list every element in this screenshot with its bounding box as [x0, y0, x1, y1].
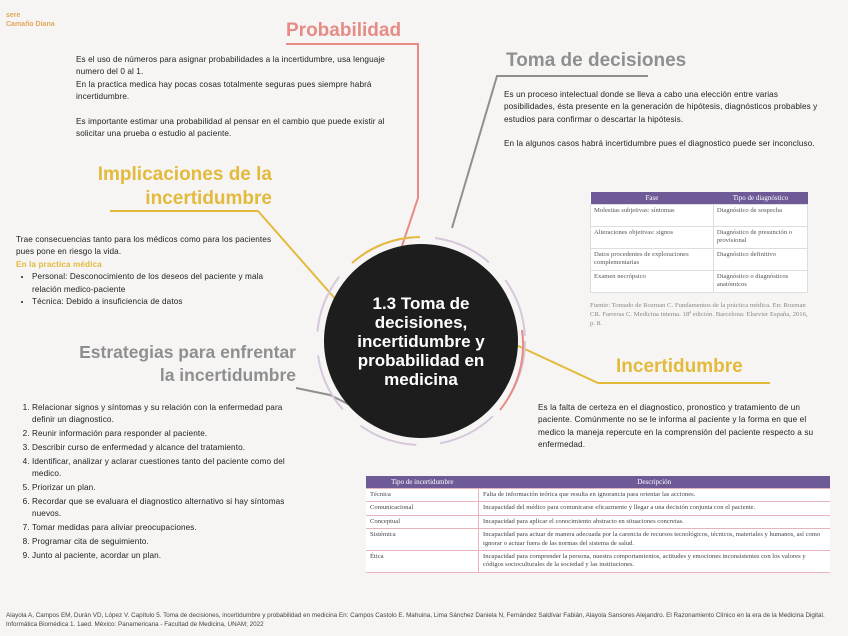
list-item: 9. Junto al paciente, acordar un plan. — [32, 550, 298, 562]
estrategias-title — [46, 341, 296, 387]
table-cell: Diagnóstico de presunción o provisional — [713, 227, 807, 249]
incertidumbre-title: Incertidumbre — [616, 356, 743, 377]
toma-text — [504, 89, 826, 151]
table-cell: Diagnóstico definitivo — [713, 249, 807, 271]
table-header: Tipo de incertidumbre — [366, 476, 479, 489]
table-cell: Incapacidad para comprender la persona, nuestra comportamientos, actitudes y emociones inconsistentes con los valores y códigos socioculturales de la sociedad y las instituciones. — [479, 551, 831, 573]
table-row — [366, 551, 830, 573]
list-item: 4. Identificar, analizar y aclarar cuestiones tanto del paciente como del medico. — [32, 456, 298, 481]
list-item: 1. Relacionar signos y síntomas y su relación con la enfermedad para definir un diagnostico. — [32, 402, 298, 427]
list-item: • Técnica: Debido a insuficiencia de datos — [32, 296, 286, 308]
table-cell: Conceptual — [366, 515, 479, 528]
estrategias-title-line1: Estrategias para enfrentar — [79, 342, 296, 362]
reference-citation: Alayola A, Campos EM, Durán VD, López V. Capítulo 5. Toma de decisiones, incertidumbre y probabilidad en medicina En: Campos Castolo E. Mahuina, Lima Sánchez Daniela N, Fernández Saldívar Fabián, Alayola Sansores Alejandro. El Razonamiento Clínico en la era de la Medicina Digital. Informática Biomédica 1. 1aed. México: Panamericana - Facultad de Medicina, UNAM; 2022 — [6, 612, 825, 629]
probabilidad-p3: Es importante estimar una probabilidad al pensar en el cambio que puede existir al solicitar una prueba o estudio al paciente. — [76, 116, 385, 139]
table-cell: Diagnóstico o diagnósticos anatómicos — [713, 271, 807, 293]
table-row — [591, 205, 808, 227]
uncertainty-types-table — [366, 476, 830, 573]
implicaciones-title-line1: Implicaciones de la — [97, 164, 272, 185]
estrategias-list — [16, 402, 298, 562]
table-cell: Sistémica — [366, 529, 479, 551]
implicaciones-text — [16, 234, 286, 308]
probabilidad-p2: En la practica medica hay pocas cosas totalmente seguras pues siempre habrá incertidumbre. — [76, 79, 372, 102]
table-cell: Examen necrópsico — [591, 271, 714, 293]
author-line-2: Camaño Diana — [6, 21, 55, 28]
table-row — [366, 515, 830, 528]
toma-p1: Es un proceso intelectual donde se lleva a cabo una elección entre varias posibilidades, ésta presente en la generación de hipótesis, diagnósticos probables y estudios para confirmar o descartar la hipótesis. — [504, 90, 818, 124]
table-row — [366, 502, 830, 515]
table-cell: Incapacidad para aplicar el conocimiento abstracto en situaciones concretas. — [479, 515, 831, 528]
estrategias-title-line2: la incertidumbre — [159, 365, 296, 385]
table-row — [591, 249, 808, 271]
list-item: 2. Reunir información para responder al paciente. — [32, 428, 298, 440]
list-item: 6. Recordar que se evaluara el diagnostico alternativo si hay síntomas nuevos. — [32, 496, 298, 521]
table-cell: Comunicacional — [366, 502, 479, 515]
estrategias-text — [16, 402, 298, 563]
probabilidad-text — [76, 54, 406, 140]
table-cell: Incapacidad del médico para comunicarse eficazmente y llegar a una decisión conjunta con el paciente. — [479, 502, 831, 515]
list-item: 8. Programar cita de seguimiento. — [32, 536, 298, 548]
author — [6, 11, 55, 29]
implicaciones-title-line2: incertidumbre — [145, 188, 272, 209]
table-header: Tipo de diagnóstico — [713, 192, 807, 205]
central-topic-title: 1.3 Toma de decisiones, incertidumbre y probabilidad en medicina — [357, 293, 485, 389]
table-cell: Falta de información teórica que resulta en ignorancia para orientar las acciones. — [479, 489, 831, 502]
implicaciones-intro: Trae consecuencias tanto para los médicos como para los pacientes pues pone en riesgo la vida. — [16, 235, 272, 257]
central-topic — [324, 244, 518, 438]
diagnosis-phase-table — [590, 192, 808, 293]
table-cell: Diagnóstico de sospecha — [713, 205, 807, 227]
list-item: • Personal: Desconocimiento de los deseos del paciente y mala relación medico-paciente — [32, 271, 286, 296]
table-cell: Ética — [366, 551, 479, 573]
author-line-1: sere — [6, 12, 21, 19]
table-cell: Molestias subjetivas: síntomas — [591, 205, 714, 227]
table-row — [591, 227, 808, 249]
list-item: 7. Tomar medidas para aliviar preocupaciones. — [32, 522, 298, 534]
probabilidad-title: Probabilidad — [286, 20, 402, 41]
table-source: Fuente: Tomado de Rozman C. Fundamentos de la práctica médica. En: Rozman CR. Farreras C. Medicina interna. 18ª edición. Barcelona: Elsevier España, 2016, p. 8. — [590, 302, 808, 327]
table-row — [366, 529, 830, 551]
toma-p2: En la algunos casos habrá incertidumbre pues el diagnostico puede ser inconcluso. — [504, 139, 815, 149]
table-cell: Alteraciones objetivas: signos — [591, 227, 714, 249]
table-header: Fase — [591, 192, 714, 205]
toma-title: Toma de decisiones — [506, 50, 687, 71]
implicaciones-subtitle: En la practica médica — [16, 259, 102, 269]
incertidumbre-text — [538, 402, 834, 452]
list-item: 3. Describir curso de enfermedad y alcance del tratamiento. — [32, 442, 298, 454]
table-cell: Incapacidad para actuar de manera adecuada por la carencia de recursos tecnológicos, técnicos, materiales y humanos, así como ignorar o actuar fuera de las normas del sistema de salud. — [479, 529, 831, 551]
table-row — [366, 489, 830, 502]
table-cell: Técnica — [366, 489, 479, 502]
probabilidad-p1: Es el uso de números para asignar probabilidades a la incertidumbre, usa lenguaje numero del 0 al 1. — [76, 55, 385, 77]
implicaciones-title — [72, 163, 272, 211]
incertidumbre-p1: Es la falta de certeza en el diagnostico, pronostico y tratamiento de un paciente. Comúnmente no se le informa al paciente y la forma en que el medico la maneja repercute en la comprensión del paciente respecto a su enfermedad. — [538, 403, 814, 450]
list-item: 5. Priorizar un plan. — [32, 482, 298, 494]
implicaciones-list — [16, 271, 286, 308]
table-header: Descripción — [479, 476, 831, 489]
table-cell: Datos procedentes de exploraciones complementarias — [591, 249, 714, 271]
table-row — [591, 271, 808, 293]
